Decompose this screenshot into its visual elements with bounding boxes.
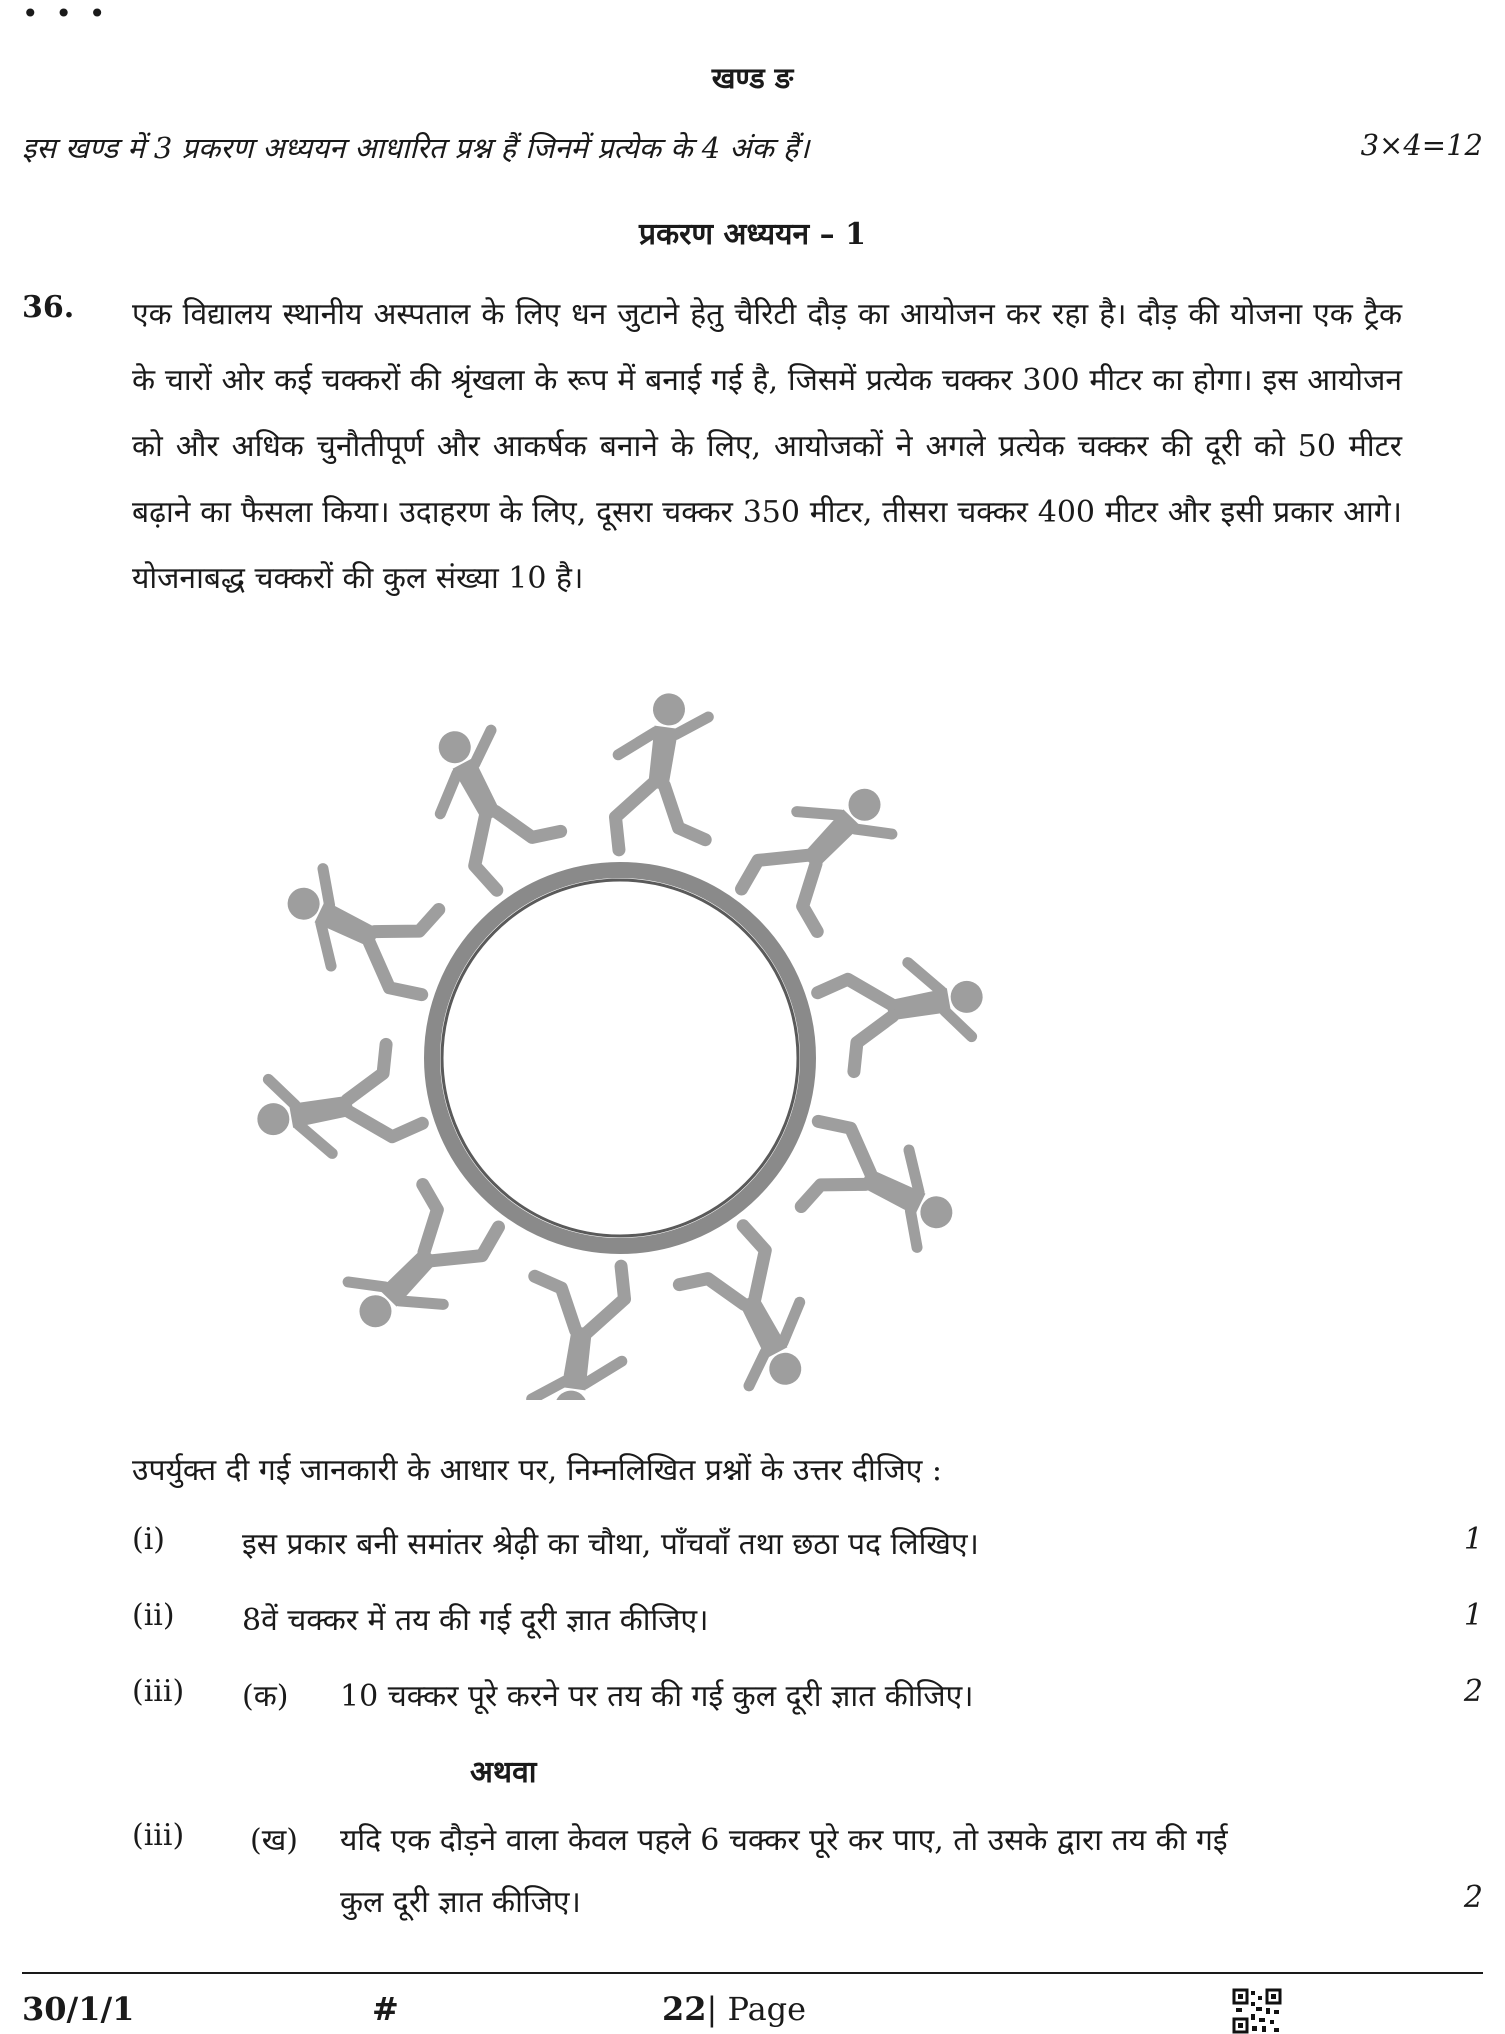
runner-silhouette [326,1169,509,1354]
part-i-text: इस प्रकार बनी समांतर श्रेढ़ी का चौथा, पाँचवाँ तथा छठा पद लिखिए। [242,1527,979,1562]
section-marks-total: 3×4=12 [1360,128,1483,162]
page-word: | Page [706,1990,807,2028]
paper-code: 30/1/1 [22,1990,135,2028]
runner-silhouette [669,1219,832,1400]
section-title: खण्ड ङ [711,61,794,95]
track-ring-icon [432,870,808,1246]
page-number: 22 [662,1990,707,2028]
part-iii-b-sublabel: (ख) [250,1823,298,1858]
runner-silhouette [605,690,725,862]
runners-circle-figure [248,690,988,1400]
part-iii-a-sublabel: (क) [242,1679,289,1714]
part-iii-a-label: (iii) [132,1674,185,1709]
runner-silhouette [248,1041,425,1166]
runner-silhouette [781,1109,970,1268]
part-iii-b-label: (iii) [132,1818,185,1853]
part-ii-label: (ii) [132,1598,175,1633]
track-ring-inner [442,880,798,1236]
part-ii-marks: 1 [1463,1598,1483,1633]
or-separator: अथवा [470,1755,537,1790]
case-study-title: प्रकरण अध्ययन – 1 [639,217,866,252]
runner-silhouettes [248,690,988,1400]
part-iii-b-text-line2: कुल दूरी ज्ञात कीजिए। [340,1885,581,1920]
part-ii-text: 8वें चक्कर में तय की गई दूरी ज्ञात कीजिए। [242,1603,709,1638]
runner-silhouette [731,763,914,948]
question-prompt: उपर्युक्त दी गई जानकारी के आधार पर, निम्नलिखित प्रश्नों के उत्तर दीजिए : [132,1453,943,1488]
footer-divider [22,1972,1483,1974]
question-number: 36. [22,290,75,325]
footer-hash: # [372,1990,399,2028]
part-iii-a-marks: 2 [1463,1674,1483,1709]
runner-silhouette [270,848,459,1007]
part-iii-a-text: 10 चक्कर पूरे करने पर तय की गई कुल दूरी ज्ञात कीजिए। [340,1679,974,1714]
part-i-label: (i) [132,1522,166,1557]
part-iii-b-marks: 2 [1463,1880,1483,1915]
runner-silhouette [515,1254,635,1400]
question-paragraph: एक विद्यालय स्थानीय अस्पताल के लिए धन जुटाने हेतु चैरिटी दौड़ का आयोजन कर रहा है। दौड़ की योजना एक ट्रैक के चारों ओर कई चक्करों की श्रृंखला के रूप में बनाई गई है, जिसमें प्रत्येक चक्कर 300 मीटर का होगा। इस आयोजन को और अधिक चुनौतीपूर्ण और आकर्षक बनाने के लिए, आयोजकों ने अगले प्रत्येक चक्कर की दूरी को 50 मीटर बढ़ाने का फैसला किया। उदाहरण के लिए, दूसरा चक्कर 350 मीटर, तीसरा चक्कर 400 मीटर और इसी प्रकार आगे। योजनाबद्ध चक्करों की कुल संख्या 10 है। [132,297,1402,596]
menu-dots-icon[interactable]: • • • [22,0,110,30]
part-iii-b-text-line1: यदि एक दौड़ने वाला केवल पहले 6 चक्कर पूरे कर पाए, तो उसके द्वारा तय की गई [340,1823,1228,1858]
runner-silhouette [408,708,571,897]
qr-code-icon [1232,1988,1282,2034]
page-indicator [662,1990,806,2028]
runner-silhouette [815,951,988,1076]
part-i-marks: 1 [1463,1522,1483,1557]
section-instruction: इस खण्ड में 3 प्रकरण अध्ययन आधारित प्रश्न हैं जिनमें प्रत्येक के 4 अंक हैं। [22,131,810,165]
